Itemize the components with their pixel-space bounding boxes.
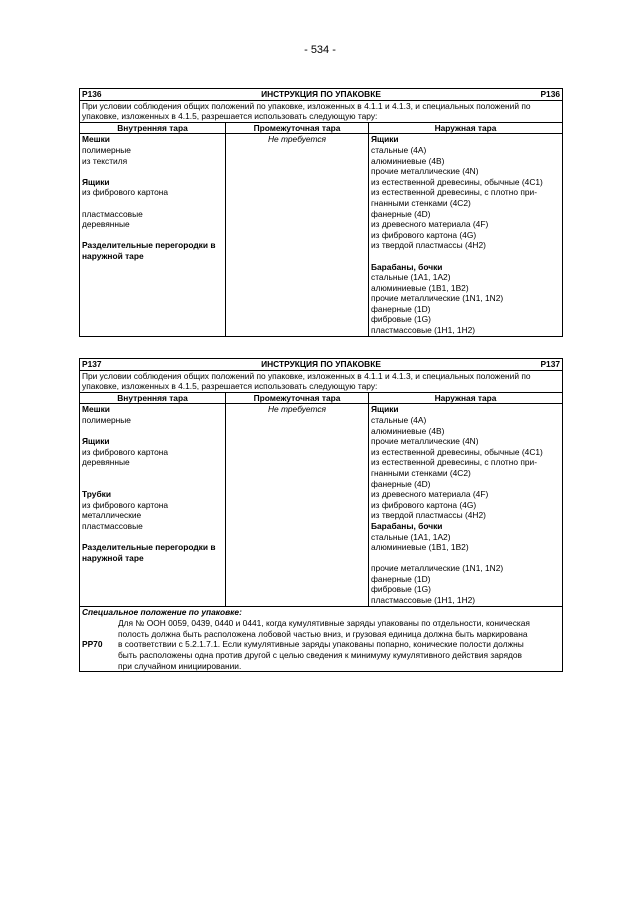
instruction-code-left: Р137 xyxy=(82,359,102,369)
packaging-item: гнанными стенками (4C2) xyxy=(371,467,471,478)
packaging-item: фанерные (1D) xyxy=(371,303,431,314)
spacer xyxy=(371,251,560,262)
packaging-item: из фибрового картона xyxy=(82,187,169,198)
packaging-item: из естественной древесины, с плотно при- xyxy=(371,187,538,198)
instruction-intro xyxy=(80,100,563,122)
outer-packaging-cell xyxy=(369,404,563,606)
packaging-item: фибровые (1G) xyxy=(371,314,431,325)
special-provision-line: Для № ООН 0059, 0439, 0440 и 0441, когда кумулятивные заряды упакованы по отдельности, коническая xyxy=(118,618,530,629)
special-provision-line: полость должна быть расположена лобовой частью вниз, и грузовая единица должна быть маркирована xyxy=(118,628,528,639)
packaging-item: стальные (1A1, 1A2) xyxy=(371,272,451,283)
category-heading: Ящики xyxy=(371,404,399,415)
packaging-item: пластмассовые (1H1, 1H2) xyxy=(371,595,476,606)
packaging-item: алюминиевые (4B) xyxy=(371,155,445,166)
instruction-code-right: Р136 xyxy=(540,89,561,99)
category-heading: Мешки xyxy=(82,404,110,415)
column-header-intermediate: Промежуточная тара xyxy=(226,122,369,134)
instruction-intro xyxy=(80,370,563,392)
category-heading: Ящики xyxy=(82,176,110,187)
packaging-item: из древесного материала (4F) xyxy=(371,489,489,500)
special-provision-title: Специальное положение по упаковке: xyxy=(82,606,242,617)
special-provision-text xyxy=(118,618,560,671)
column-header-intermediate: Промежуточная тара xyxy=(226,392,369,404)
packaging-item: металлические xyxy=(82,510,142,521)
spacer xyxy=(82,468,223,479)
category-heading: Ящики xyxy=(82,436,110,447)
packaging-item: алюминиевые (1B1, 1B2) xyxy=(371,542,469,553)
instruction-title: ИНСТРУКЦИЯ ПО УПАКОВКЕ xyxy=(261,89,381,99)
category-heading: Разделительные перегородки в наружной таре xyxy=(82,542,216,563)
packaging-item: полимерные xyxy=(82,414,131,425)
spacer xyxy=(82,230,223,241)
packing-instruction-p137 xyxy=(79,358,563,672)
packaging-item: из фибрового картона xyxy=(82,499,169,510)
packaging-item: стальные (4A) xyxy=(371,414,427,425)
page-number: - 534 - xyxy=(304,44,336,56)
special-provision-line: быть расположены одна против другой с целью сведения к минимуму кумулятивного действия зарядов xyxy=(118,650,523,661)
special-provision-code: PP70 xyxy=(82,639,103,650)
packaging-item: гнанными стенками (4C2) xyxy=(371,197,471,208)
packaging-item: деревянные xyxy=(82,457,130,468)
category-heading: Разделительные перегородки в наружной таре xyxy=(82,240,216,261)
intro-line: При условии соблюдения общих положений по упаковке, изложенных в 4.1.1 и 4.1.3, и специальных положений по xyxy=(82,370,531,381)
intro-line: При условии соблюдения общих положений по упаковке, изложенных в 4.1.1 и 4.1.3, и специальных положений по xyxy=(82,100,531,111)
packaging-item: фибровые (1G) xyxy=(371,584,431,595)
packaging-item: пластмассовые xyxy=(82,208,143,219)
not-required-label: Не требуется xyxy=(267,404,327,415)
instruction-code-right: Р137 xyxy=(540,359,561,369)
special-provision-line: при случайном инициировании. xyxy=(118,660,242,671)
packaging-item: прочие металлические (1N1, 1N2) xyxy=(371,293,504,304)
spacer xyxy=(82,532,223,543)
packaging-item: из твердой пластмассы (4H2) xyxy=(371,510,486,521)
packaging-item: стальные (4A) xyxy=(371,144,427,155)
inner-packaging-cell xyxy=(80,404,226,606)
packaging-item: из естественной древесины, обычные (4C1) xyxy=(371,176,543,187)
spacer xyxy=(82,479,223,490)
packaging-item: из фибрового картона (4G) xyxy=(371,499,477,510)
packaging-item: деревянные xyxy=(82,219,130,230)
packaging-item: фанерные (4D) xyxy=(371,208,431,219)
special-provision xyxy=(80,606,563,672)
spacer xyxy=(82,166,223,177)
intro-line: упаковке, изложенных в 4.1.5, разрешается использовать следующую тару: xyxy=(82,111,378,122)
packaging-item: стальные (1A1, 1A2) xyxy=(371,531,451,542)
packaging-item: полимерные xyxy=(82,144,131,155)
not-required-label: Не требуется xyxy=(267,134,327,145)
packaging-item: из древесного материала (4F) xyxy=(371,219,489,230)
packaging-item: из естественной древесины, с плотно при- xyxy=(371,457,538,468)
packaging-item: алюминиевые (1B1, 1B2) xyxy=(371,282,469,293)
packaging-item: пластмассовые (1H1, 1H2) xyxy=(371,325,476,336)
spacer xyxy=(82,426,223,437)
packaging-item: прочие металлические (1N1, 1N2) xyxy=(371,563,504,574)
instruction-header xyxy=(80,359,563,371)
column-header-outer: Наружная тара xyxy=(369,122,563,134)
packaging-item: алюминиевые (4B) xyxy=(371,425,445,436)
packaging-item: из естественной древесины, обычные (4C1) xyxy=(371,446,543,457)
outer-packaging-cell xyxy=(369,134,563,336)
intermediate-packaging-cell xyxy=(226,404,369,606)
column-header-outer: Наружная тара xyxy=(369,392,563,404)
spacer xyxy=(82,198,223,209)
category-heading: Мешки xyxy=(82,134,110,145)
special-provision-line: в соответствии с 5.2.1.7.1. Если кумулятивные заряды упакованы попарно, конические полости должны xyxy=(118,639,524,650)
packaging-item: из фибрового картона (4G) xyxy=(371,229,477,240)
packaging-item: из твердой пластмассы (4H2) xyxy=(371,240,486,251)
category-heading: Трубки xyxy=(82,489,111,500)
instruction-title: ИНСТРУКЦИЯ ПО УПАКОВКЕ xyxy=(261,359,381,369)
category-heading: Барабаны, бочки xyxy=(371,261,443,272)
packaging-item: из текстиля xyxy=(82,155,128,166)
intro-line: упаковке, изложенных в 4.1.5, разрешается использовать следующую тару: xyxy=(82,381,378,392)
packing-instruction-p136 xyxy=(79,88,563,337)
instruction-header xyxy=(80,89,563,101)
intermediate-packaging-cell xyxy=(226,134,369,336)
instruction-code-left: Р136 xyxy=(82,89,102,99)
packaging-item: прочие металлические (4N) xyxy=(371,166,479,177)
packaging-item: прочие металлические (4N) xyxy=(371,436,479,447)
packaging-item: фанерные (4D) xyxy=(371,478,431,489)
inner-packaging-cell xyxy=(80,134,226,336)
column-header-inner: Внутренняя тара xyxy=(80,392,226,404)
spacer xyxy=(371,553,560,564)
category-heading: Барабаны, бочки xyxy=(371,520,443,531)
packaging-item: из фибрового картона xyxy=(82,446,169,457)
packaging-item: пластмассовые xyxy=(82,520,143,531)
packaging-item: фанерные (1D) xyxy=(371,573,431,584)
category-heading: Ящики xyxy=(371,134,399,145)
column-header-inner: Внутренняя тара xyxy=(80,122,226,134)
